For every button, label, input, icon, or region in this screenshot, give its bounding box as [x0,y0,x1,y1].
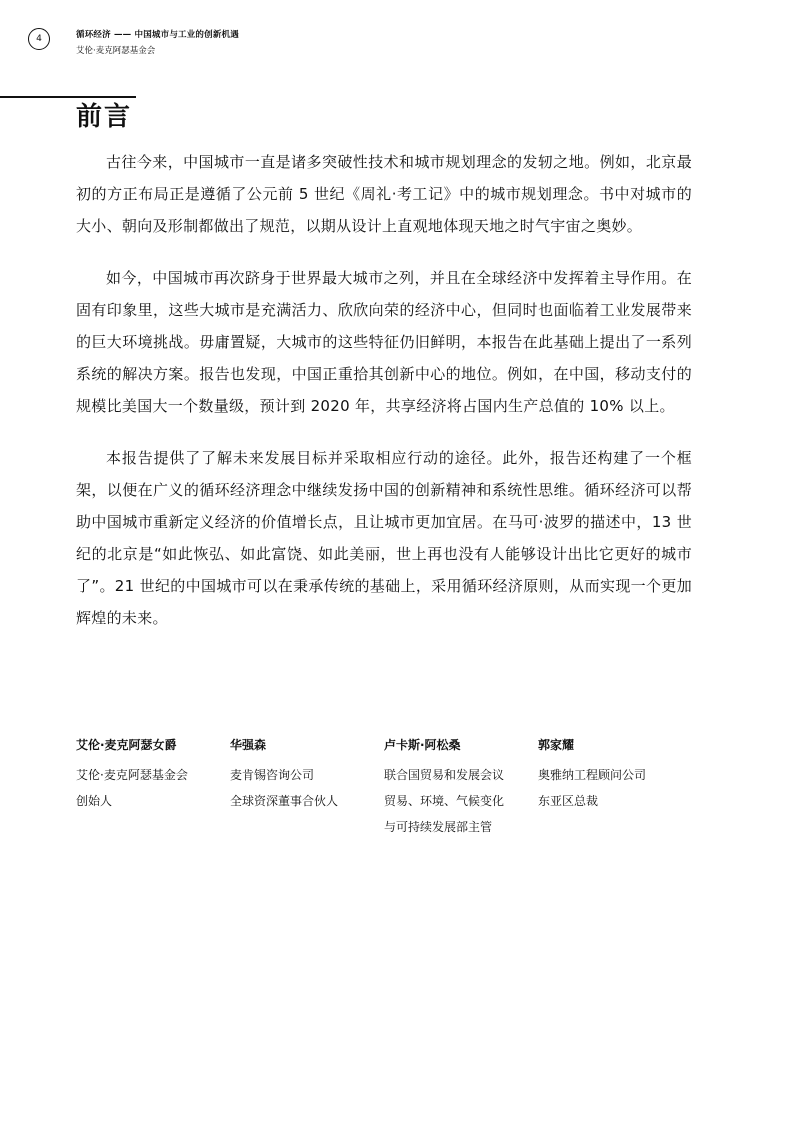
signatory-role: 艾伦·麦克阿瑟基金会 [76,768,188,782]
signatory-role: 麦肯锡咨询公司 [230,768,315,782]
signatory-role: 东亚区总裁 [538,794,599,808]
signatory-name: 艾伦·麦克阿瑟女爵 [76,738,177,752]
signatory-role: 全球资深董事合伙人 [230,794,339,808]
paragraph: 如今，中国城市再次跻身于世界最大城市之列，并且在全球经济中发挥着主导作用。在固有印象里，这些大城市是充满活力、欣欣向荣的经济中心，但同时也面临着工业发展带来的巨大环境挑战。毋庸置疑，大城市的这些特征仍旧鲜明，本报告在此基础上提出了一系列系统的解决方案。报告也发现，中国正重拾其创新中心的地位。例如，在中国，移动支付的规模比美国大一个数量级，预计到 2020 年，共享经济将占国内生产总值的 10% 以上。 [76,269,692,415]
page-number: 4 [28,28,50,50]
signatory-role: 奥雅纳工程顾问公司 [538,768,647,782]
signatory-role: 与可持续发展部主管 [384,820,493,834]
signatory [384,736,538,840]
paragraph: 本报告提供了了解未来发展目标并采取相应行动的途径。此外，报告还构建了一个框架，以便在广义的循环经济理念中继续发扬中国的创新精神和系统性思维。循环经济可以帮助中国城市重新定义经济的价值增长点，且让城市更加宜居。在马可·波罗的描述中，13 世纪的北京是“如此恢弘、如此富饶、如此美丽，世上再也没有人能够设计出比它更好的城市了”。21 世纪的中国城市可以在秉承传统的基础上，采用循环经济原则，从而实现一个更加辉煌的未来。 [76,449,692,627]
signatory [76,736,230,840]
organization-name: 艾伦·麦克阿瑟基金会 [76,46,156,56]
section-title: 前言 [76,102,133,132]
signatory-role: 创始人 [76,794,113,808]
signatory-role: 贸易、环境、气候变化 [384,794,505,808]
body-text [76,146,692,654]
signatory [538,736,692,840]
paragraph: 古往今来，中国城市一直是诸多突破性技术和城市规划理念的发轫之地。例如，北京最初的方正布局正是遵循了公元前 5 世纪《周礼·考工记》中的城市规划理念。书中对城市的大小、朝向及形制都做出了规范，以期从设计上直观地体现天地之时气宇宙之奥妙。 [76,153,692,235]
signatory-name: 华强森 [230,738,267,752]
signatory-name: 卢卡斯·阿松桑 [384,738,461,752]
document-title: 循环经济 —— 中国城市与工业的创新机遇 [76,30,239,40]
signatory-role: 联合国贸易和发展会议 [384,768,505,782]
title-rule [0,96,136,98]
running-header [76,28,239,58]
signatory [230,736,384,840]
signatories [76,736,692,840]
signatory-name: 郭家耀 [538,738,575,752]
